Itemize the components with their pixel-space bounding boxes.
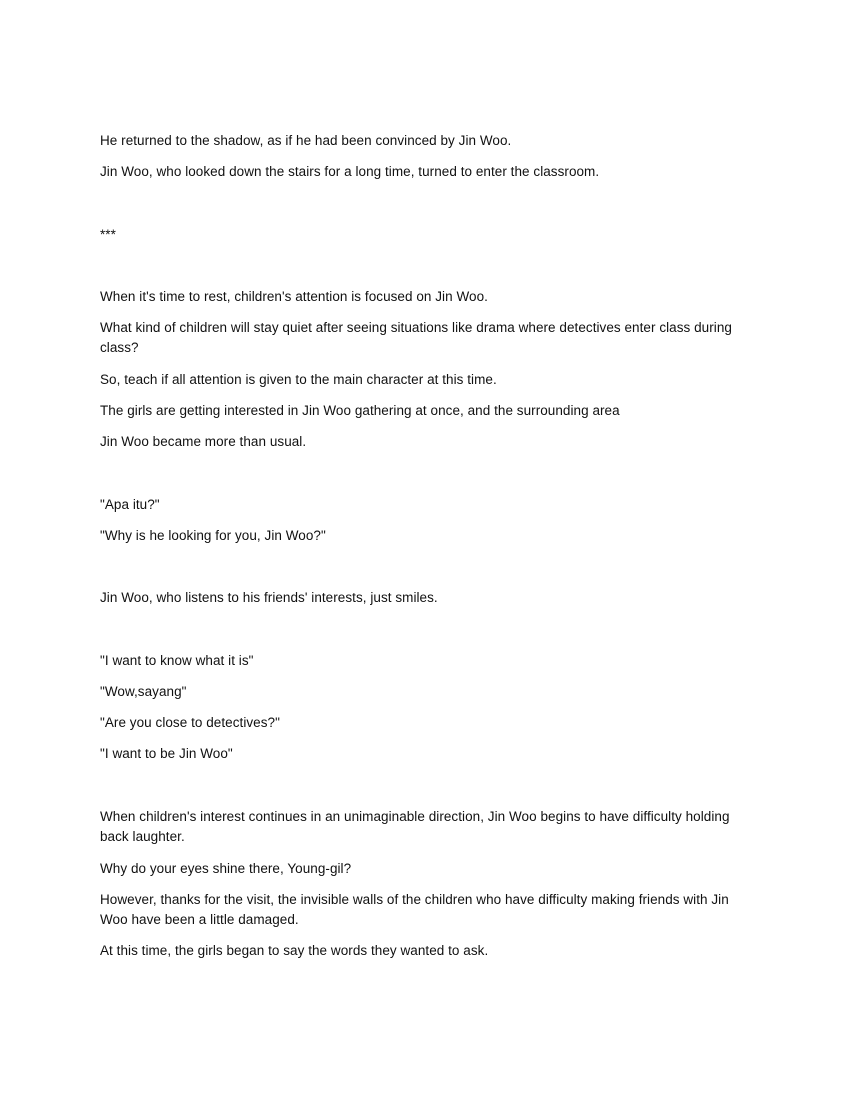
paragraph: When it's time to rest, children's attention is focused on Jin Woo. — [100, 289, 488, 304]
dialogue-line: "Wow,sayang" — [100, 684, 187, 699]
paragraph: Jin Woo, who looked down the stairs for a long time, turned to enter the classroom. — [100, 164, 600, 179]
dialogue-line: "Why is he looking for you, Jin Woo?" — [100, 528, 326, 543]
dialogue-line: "Apa itu?" — [100, 497, 160, 512]
paragraph: When children's interest continues in an unimaginable direction, Jin Woo begins to have difficulty holding back laughter. — [100, 809, 730, 844]
paragraph: Jin Woo, who listens to his friends' interests, just smiles. — [100, 590, 438, 605]
paragraph: Why do your eyes shine there, Young-gil? — [100, 861, 352, 876]
paragraph: He returned to the shadow, as if he had been convinced by Jin Woo. — [100, 133, 512, 148]
scene-break: *** — [100, 227, 116, 242]
paragraph: The girls are getting interested in Jin Woo gathering at once, and the surrounding area — [100, 403, 620, 418]
dialogue-line: "I want to be Jin Woo" — [100, 746, 233, 761]
paragraph: So, teach if all attention is given to the main character at this time. — [100, 372, 497, 387]
paragraph: Jin Woo became more than usual. — [100, 434, 307, 449]
dialogue-line: "I want to know what it is" — [100, 653, 254, 668]
paragraph: At this time, the girls began to say the words they wanted to ask. — [100, 943, 489, 958]
dialogue-line: "Are you close to detectives?" — [100, 715, 280, 730]
paragraph: What kind of children will stay quiet after seeing situations like drama where detectives enter class during class? — [100, 320, 732, 355]
paragraph: However, thanks for the visit, the invisible walls of the children who have difficulty making friends with Jin Woo have been a little damaged. — [100, 892, 729, 927]
